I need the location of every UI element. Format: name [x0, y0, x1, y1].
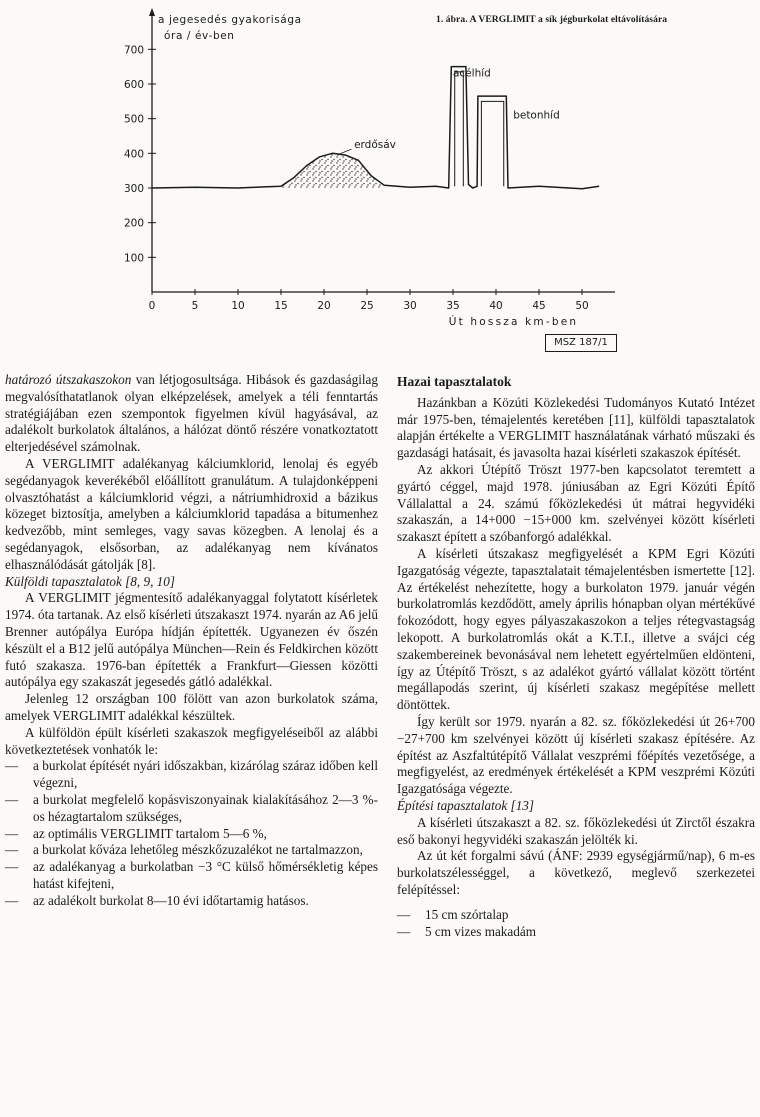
list-item: — az adalékanyag a burkolatban −3 °C külső hőmérsékletig képes hatást kifejteni, — [5, 859, 378, 891]
x-tick-label: 0 — [148, 300, 156, 312]
x-tick-label: 45 — [532, 300, 546, 312]
left-column — [5, 372, 378, 910]
left-paragraph-4: Jelenleg 12 országban 100 fölött van azon burkolatok száma, amelyek VERGLIMIT adalékkal készültek. — [5, 691, 378, 723]
standard-stamp: MSZ 187/1 — [545, 334, 617, 352]
x-tick-label: 20 — [317, 300, 331, 312]
right-paragraph-1: Hazánkban a Közúti Közlekedési Tudományos Kutató Intézet már 1975-ben, témajelentés keretében [11], külföldi tapasztalatok alapján értékelte a VERGLIMIT használatának várható műszaki és gazdasági hatásait, és javasolta hazai kísérleti szakaszok építését. — [397, 394, 755, 461]
left-paragraph-5: A külföldön épült kísérleti szakaszok megfigyeléseiből az alábbi következtetések vonhatók le: — [5, 724, 378, 757]
series-line — [152, 67, 599, 189]
forest-strip-label: erdősáv — [354, 139, 396, 152]
right-paragraph-4: Így került sor 1979. nyarán a 82. sz. főközlekedési út 26+700 −27+700 km szelvényei között új kísérleti szakasz építésére. Az építést az Aszfaltútépítő Vállalat veszprémi főépítés vezetősége, a megfigyelést, az eredmények értékelését a KPM veszprémi Közúti Igazgatósága végezte. — [397, 713, 755, 797]
y-tick-label: 100 — [123, 252, 144, 265]
y-tick-label: 500 — [123, 113, 144, 126]
list-item: — 5 cm vizes makadám — [397, 923, 536, 939]
paragraph-text: van létjogosultsága. Hibások és gazdaságilag megvalósíthatatlanok olyan elképzelések, amelyek a téli fenntartás stratégiájában ezen szempontok figyelmen kívül hagyásával, az adalékolt burkolatok általános, a hálózat döntő részére vonatkoztatott elterjedésével számolnak. — [5, 372, 378, 455]
forest-leader — [339, 149, 351, 154]
y-axis-label: a jegesedés gyakorisága — [158, 14, 302, 26]
right-paragraph-6: Az út két forgalmi sávú (ÁNF: 2939 egységjármű/nap), 6 m-es burkolatszélességgel, a következő, meglevő szerkezetei felépítéssel: — [397, 848, 755, 897]
y-tick-label: 300 — [123, 182, 144, 195]
steel-bridge-inner — [455, 72, 464, 186]
heading-domestic: Hazai tapasztalatok — [397, 374, 512, 389]
right-column — [397, 372, 755, 940]
left-paragraph-3: A VERGLIMIT jégmentesítő adalékanyaggal folytatott kísérletek 1974. óta tartanak. Az első kísérleti útszakaszt 1974. nyarán az A6 jelű Brenner autópálya Európa hídján építették. Ugyanezen év őszén készült el a B12 jelű autópálya München—Rein és Feldkirchen között futó szakasza. 1976-ban építették a Frankfurt—Giessen közötti autópálya egy szakaszát jegesedés gátló adalékkal. — [5, 590, 378, 690]
left-paragraph-1 — [5, 372, 378, 456]
left-paragraph-2: A VERGLIMIT adalékanyag kálciumklorid, lenolaj és egyéb segédanyagok keverékéből előállított granulátum. A tulajdonképpeni olvasztóhatást a kálciumklorid végzi, a nátriumhidroxid a bázikus közeget biztosítja, amelyben a kálciumklorid tapadása a bitumenhez kedvezőbb, mint semleges, vagy savas közegben. A lenolaj és a segédanyagok, elsősorban, az adalékanyag nem kívánatos elhasználódását gátolják [8]. — [5, 455, 378, 572]
right-paragraph-5: A kísérleti útszakaszt a 82. sz. főközlekedési út Zirctől északra eső bakonyi hegyvidéki szakaszán jelölték ki. — [397, 814, 755, 847]
y-axis-unit: óra / év-ben — [164, 30, 235, 42]
x-tick-label: 10 — [231, 300, 245, 312]
subheading-construction: Építési tapasztalatok [13] — [397, 797, 535, 813]
concrete-bridge-label: betonhíd — [513, 109, 560, 122]
x-tick-label: 25 — [360, 300, 374, 312]
y-tick-label: 600 — [123, 78, 144, 91]
chart — [0, 0, 760, 360]
conclusions-list — [5, 758, 378, 909]
x-tick-label: 35 — [446, 300, 460, 312]
x-tick-label: 40 — [489, 300, 503, 312]
x-tick-label: 15 — [274, 300, 288, 312]
y-tick-label: 400 — [123, 148, 144, 161]
y-tick-label: 200 — [123, 217, 144, 230]
list-item: — a burkolat megfelelő kopásviszonyainak kialakításához 2—3 %-os hézagtartalom szükséges, — [5, 791, 378, 824]
figure-area — [0, 0, 760, 360]
list-item: — az optimális VERGLIMIT tartalom 5—6 %, — [5, 825, 267, 841]
forest-stipple — [281, 153, 384, 188]
list-item: — a burkolat kőváza lehetőleg mészkőzuzalékot ne tartalmazzon, — [5, 842, 363, 858]
figure-caption: 1. ábra. A VERGLIMIT a sík jégburkolat eltávolítására — [436, 15, 668, 25]
right-paragraph-2: Az akkori Útépítő Tröszt 1977-ben kapcsolatot teremtett a gyártó céggel, majd 1978. júniusában az Egri Közúti Építő Vállalattal a 24. számú főközlekedési út mátrai hegyvidéki szakaszán, a 14+000 −15+000 km. szelvényei között kísérleti szakaszt épített a szóbanforgó adalékkal. — [397, 461, 755, 545]
x-tick-label: 30 — [403, 300, 417, 312]
emphasis-text: határozó útszakaszokon — [5, 372, 132, 387]
y-axis-arrow — [149, 8, 155, 16]
list-item: — az adalékolt burkolat 8—10 évi időtartamig hatásos. — [5, 892, 309, 908]
steel-bridge-label: acélhíd — [453, 67, 491, 80]
right-paragraph-3: A kísérleti útszakasz megfigyelését a KPM Egri Közúti Igazgatóság végezte, tapasztalatait témajelentésben ismertette [12]. Az értékelést nehezítette, hogy a burkolaton 1979. január végén burkolatromlás kezdődött, amely április hónapban olyan mértékűvé fokozódott, hogy egyes pályaszakaszokon a teljes rétegvastagság lekopott. A burkolatromlás okát a K.T.I., illetve a svájci cég szakembereinek bevonásával nem lehetett egyértelműen eldönteni, így az Útépítő Tröszt, s az adalékot gyártó vállalat között történt megállapodás szerint, új kísérleti szakasz megépítése mellett döntöttek. — [397, 545, 755, 713]
x-tick-label: 5 — [191, 300, 199, 312]
subheading-foreign: Külföldi tapasztalatok [8, 9, 10] — [5, 573, 175, 589]
x-axis-label: Út hossza km-ben — [448, 316, 579, 328]
x-tick-label: 50 — [575, 300, 589, 312]
list-item: — 15 cm szórtalap — [397, 906, 509, 922]
structure-list — [397, 907, 755, 941]
y-tick-label: 700 — [123, 44, 144, 57]
concrete-bridge-inner — [481, 101, 503, 186]
list-item: — a burkolat építését nyári időszakban, kizárólag száraz időben kell végezni, — [5, 758, 378, 791]
